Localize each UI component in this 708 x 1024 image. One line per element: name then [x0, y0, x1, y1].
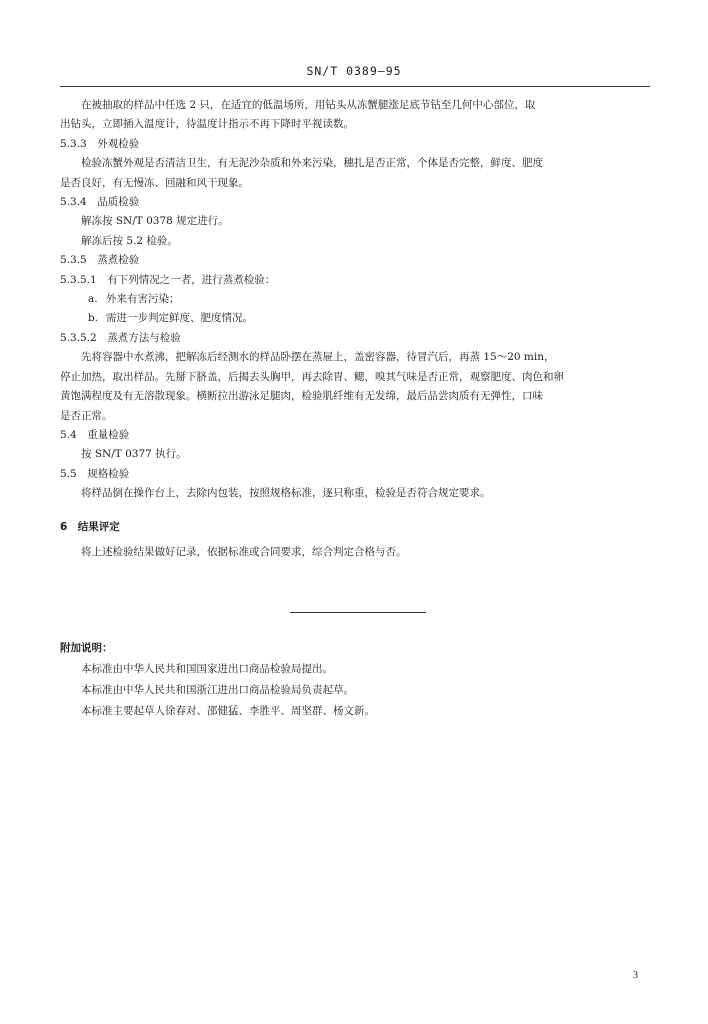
list-item	[60, 290, 654, 309]
section-5-3-3-line-1: 检验冻蟹外观是否清洁卫生，有无泥沙杂质和外来污染，穗扎是否正常，个体是否完整，鲜度、肥度	[81, 157, 543, 170]
section-5-5-title: 5.5 规格检验	[60, 467, 130, 480]
intro-line-2: 出钻头，立即插入温度计，待温度计指示不再下降时平视读数。	[60, 118, 354, 131]
appendix-line-1: 本标准由中华人民共和国国家进出口商品检验局提出。	[81, 663, 333, 675]
section-5-3-5-1-title: 5.3.5.1 有下列情况之一者，进行蒸煮检验：	[60, 273, 276, 286]
appendix-title: 附加说明：	[60, 642, 113, 654]
standard-code-header: SN/T 0389—95	[306, 64, 402, 78]
page-number: 3	[633, 970, 638, 981]
section-5-3-3-title: 5.3.3 外观检验	[60, 137, 140, 150]
section-5-3-5-2-line-4: 是否正常。	[60, 409, 113, 422]
end-of-text-rule	[290, 612, 426, 613]
section-6-title: 6 结果评定	[60, 520, 120, 533]
section-5-3-4-line-2: 解冻后按 5.2 检验。	[81, 234, 178, 247]
section-5-3-4-line-1: 解冻按 SN/T 0378 规定进行。	[81, 215, 229, 228]
section-spacer	[60, 504, 654, 518]
section-5-5-line-1: 将样品倒在操作台上，去除内包装，按照规格标准，逐只称重，检验是否符合规定要求。	[81, 487, 491, 500]
section-5-3-5-2-line-3: 黄饱满程度及有无溶散现象。横断拉出游泳足腿肉，检验肌纤维有无发绵，最后品尝肉质有无弹性，口味	[60, 390, 543, 403]
section-6-line-1: 将上述检验结果做好记录，依据标准或合同要求，综合判定合格与否。	[81, 545, 407, 558]
section-5-4-line-1: 按 SN/T 0377 执行。	[81, 448, 187, 461]
appendix-line-2: 本标准由中华人民共和国浙江进出口商品检验局负责起草。	[81, 684, 354, 696]
list-text: 外来有害污染；	[106, 293, 180, 306]
section-5-3-5-2-line-1: 先将容器中水煮沸，把解冻后经测水的样品卧摆在蒸屉上，盖密容器，待冒汽后，再蒸 15～20 min，	[81, 351, 555, 364]
list-marker: a.	[88, 293, 98, 306]
section-5-3-5-2-title: 5.3.5.2 蒸煮方法与检验	[60, 331, 181, 344]
section-5-4-title: 5.4 重量检验	[60, 428, 130, 441]
section-5-3-5-title: 5.3.5 蒸煮检验	[60, 254, 140, 267]
header-rule	[60, 86, 650, 87]
section-5-3-5-2-line-2: 停止加热，取出样品。先掰下脐盖，后揭去头胸甲，再去除胃、鳃，嗅其气味是否正常，观察肥度、肉色和卵	[60, 370, 564, 383]
list-item	[60, 309, 654, 328]
list-text: 需进一步判定鲜度、肥度情况。	[106, 312, 253, 325]
section-5-3-3-line-2: 是否良好，有无慢冻、回融和风干现象。	[60, 176, 249, 189]
section-5-3-4-title: 5.3.4 品质检验	[60, 196, 140, 209]
appendix-line-3: 本标准主要起草人徐春对、邵健猛、李胜平、周坚群、杨文新。	[81, 705, 375, 717]
intro-line-1: 在被抽取的样品中任选 2 只，在适宜的低温场所，用钻头从冻蟹腿涨足底节钻至几何中心部位，取	[81, 99, 536, 111]
list-marker: b.	[88, 312, 99, 325]
document-body	[60, 96, 654, 562]
appendix	[60, 638, 654, 722]
